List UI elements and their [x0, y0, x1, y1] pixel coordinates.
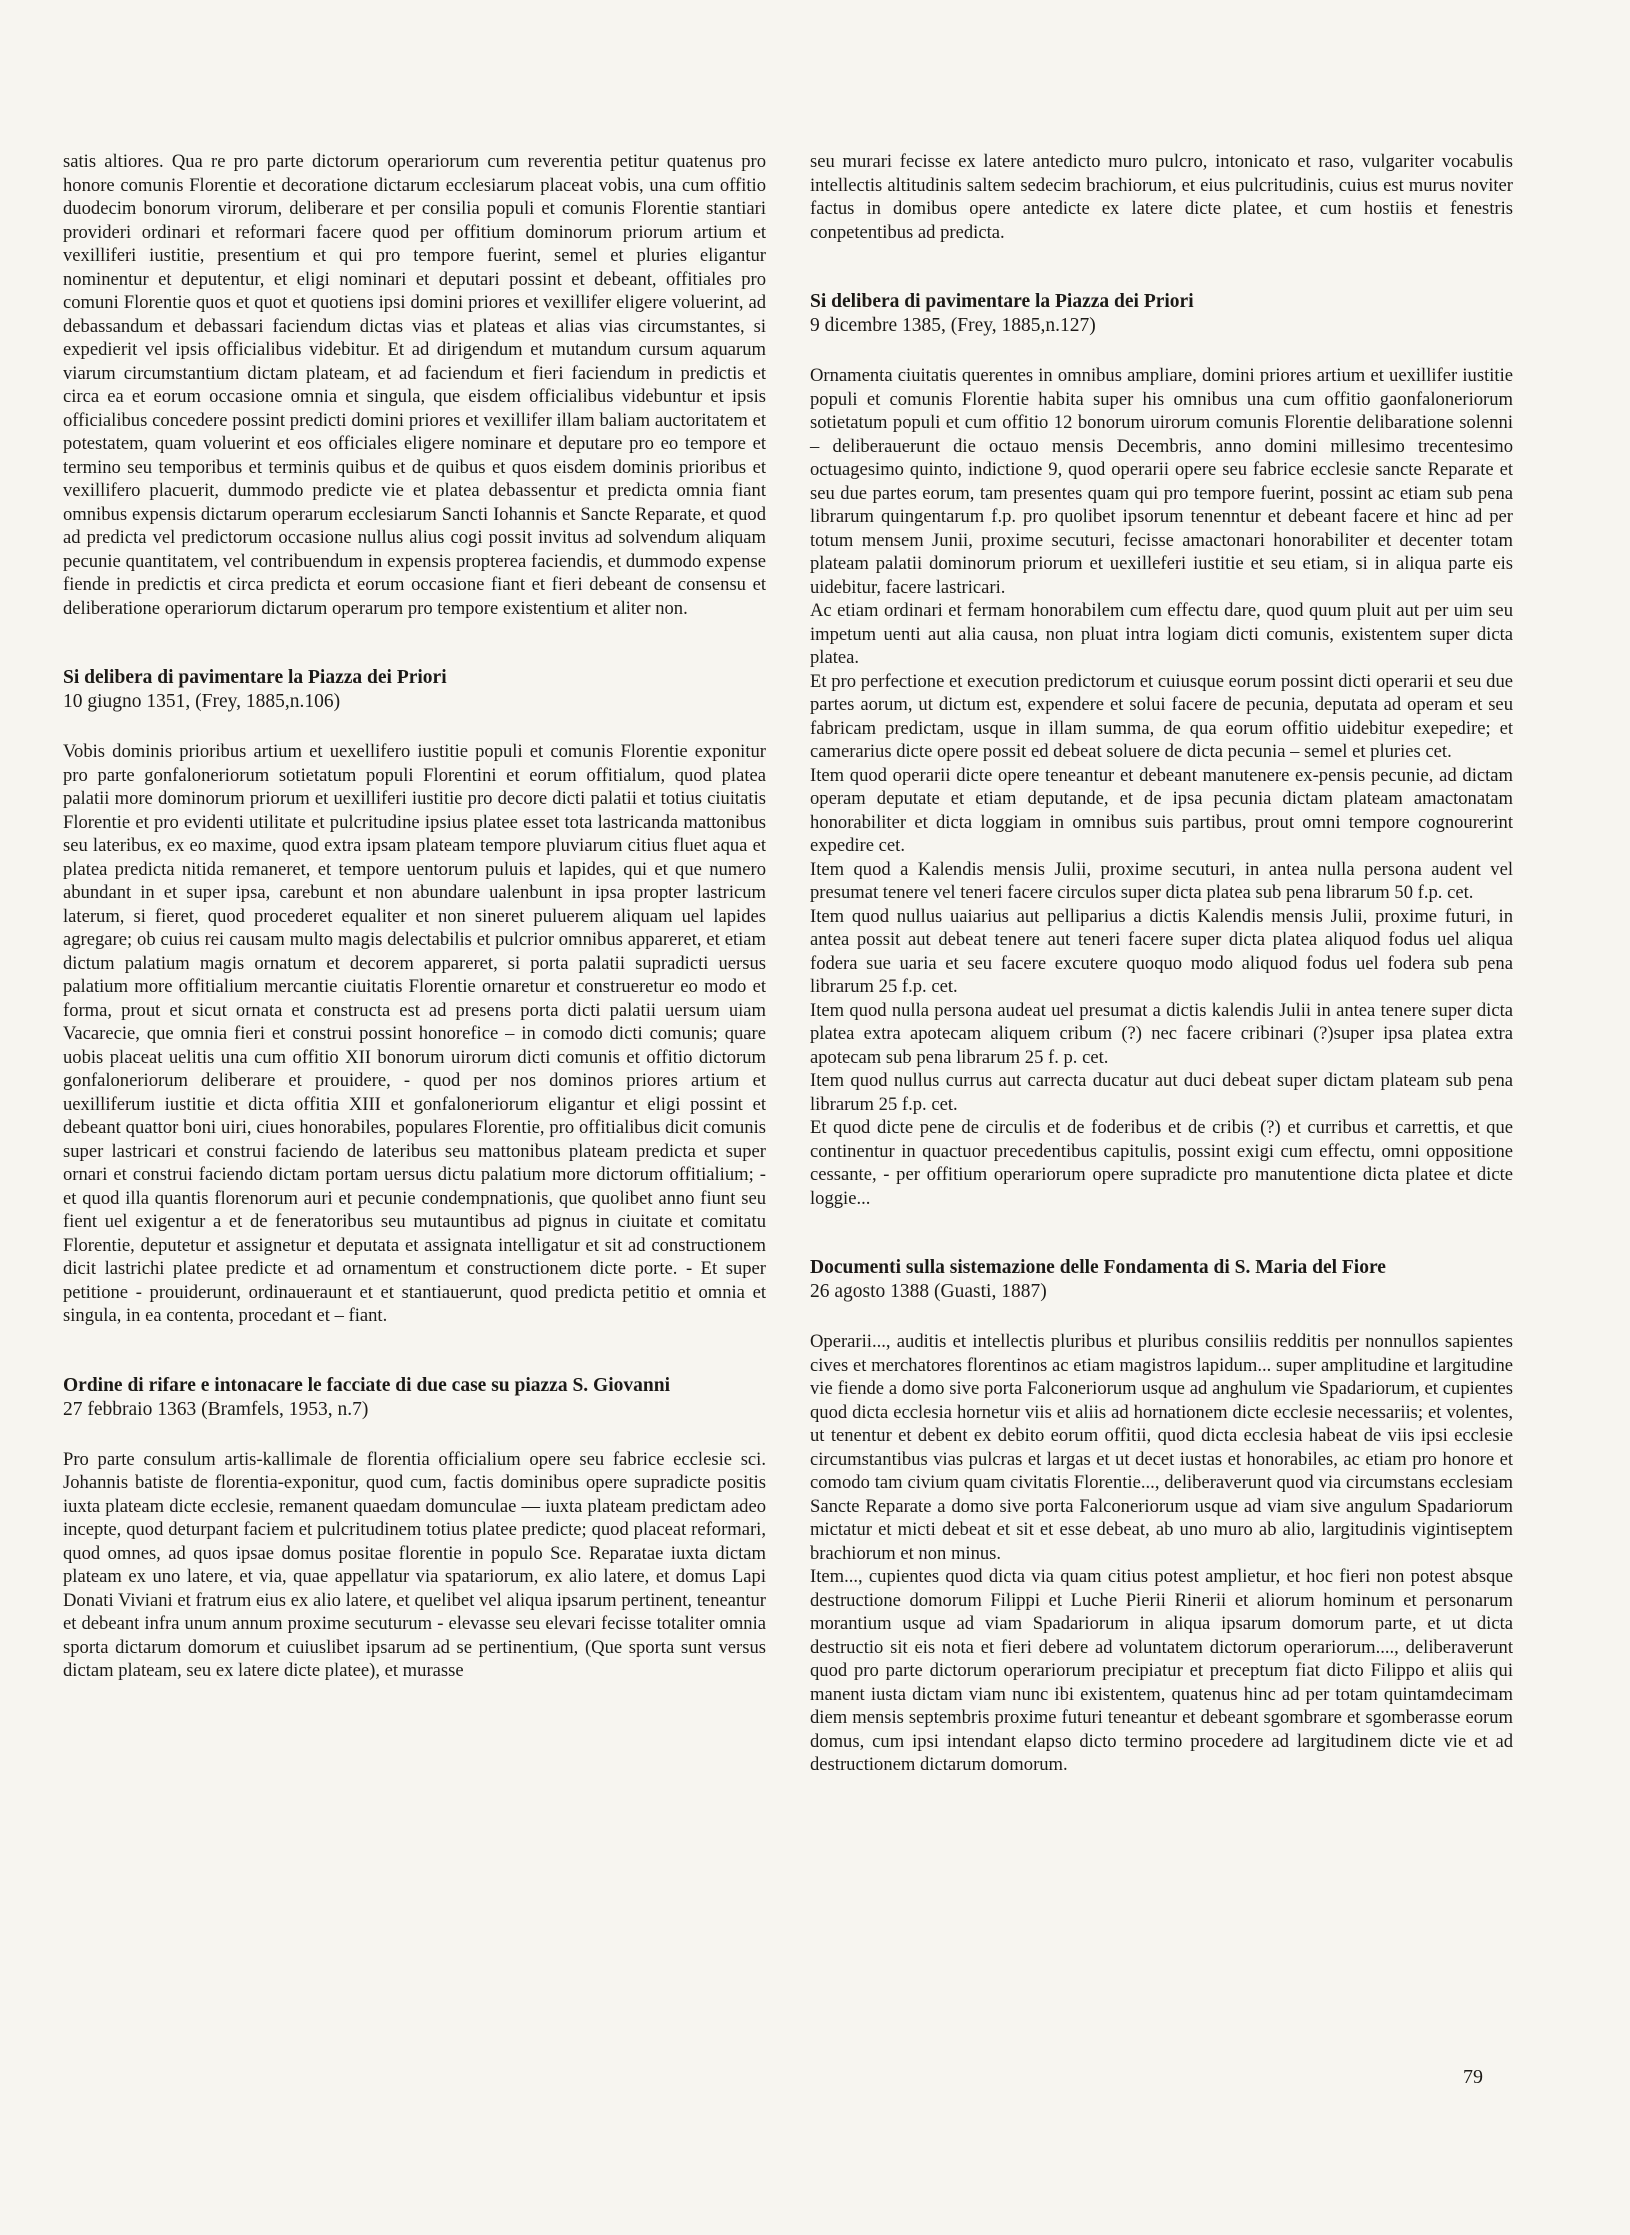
right-column — [810, 150, 1513, 1777]
page-number: 79 — [1463, 2066, 1483, 2088]
left-column — [63, 150, 766, 1683]
section-facciate-1363 — [63, 1374, 766, 1683]
section-paragraph: Item quod nullus currus aut carrecta ducatur aut duci debeat super dictam plateam sub pena librarum 25 f.p. cet. — [810, 1070, 1513, 1115]
section-heading — [810, 1256, 1513, 1304]
section-heading — [810, 290, 1513, 338]
section-date: 10 giugno 1351, (Frey, 1885,n.106) — [63, 691, 341, 712]
section-title: Si delibera di pavimentare la Piazza dei Priori — [63, 667, 447, 688]
section-paragraph: Item..., cupientes quod dicta via quam citius potest amplietur, et hoc fieri non potest absque destructione domorum Filippi et Luche Pierii Rinerii et aliorum hominum et personarum morantium usque ad viam Spadariorum in aliqua ipsarum domorum parte, et ut dicta destructio sit eis nota et fieri debere ad voluntatem dictorum operariorum...., deliberaverunt quod pro parte dictorum operariorum precipiatur et preceptum fiat dicto Filippo et aliis qui manent iusta dictam viam nunc ibi existentem, quatenus hinc ad per totam quintamdecimam diem mensis septembris proxime futuri teneantur et debeant sgombrare et sgomberasse eorum domus, cum ipsi intendant elapso dicto termino procedere ad largitudinem dicte vie et ad destructionem dictarum domorum. — [810, 1566, 1513, 1775]
section-paragraph: Pro parte consulum artis-kallimale de florentia officialium opere seu fabrice ecclesie sci. Johannis batiste de florentia-exponitur, quod cum, factis dominibus opere supradicte positis iuxta plateam dicte ecclesie, remanent quaedam domunculae — iuxta plateam predictam adeo incepte, quod deturpant faciem et pulcritudinem totius platee predicte; quod placeat reformari, quod omnes, ad quos ipsae domus positae florentie in populo Sce. Reparatae iuxta dictam plateam ex uno latere, et via, quae appellatur via spatariorum, ex alio latere, et domus Lapi Donati Viviani et fratrum eius ex alio latere, et quelibet vel aliqua ipsarum pertinent, teneantur et debeant infra unum annum proxime secuturum - elevasse seu elevari fecisse totaliter omnia sporta dictarum domorum et cuiuslibet ipsarum ad se pertinentium, (Que sporta sunt versus dictam plateam, seu ex latere dicte platee), et murasse — [63, 1448, 766, 1681]
section-title: Si delibera di pavimentare la Piazza dei Priori — [810, 291, 1194, 312]
section-heading — [63, 666, 766, 714]
section-paragraph: Item quod operarii dicte opere teneantur et debeant manutenere ex-pensis pecunie, ad dictam operam deputate et etiam deputande, et de ipsa pecunia dictam plateam amactonatam honorabiliter et dicta loggiam in omnibus suis partibus, prout omni tempore cognourerint expedire cet. — [810, 764, 1513, 856]
section-paragraph: Item quod a Kalendis mensis Julii, proxime secuturi, in antea nulla persona audent vel presumat tenere vel teneri facere circulos super dicta platea sub pena librarum 50 f.p. cet. — [810, 858, 1513, 903]
section-date: 26 agosto 1388 (Guasti, 1887) — [810, 1281, 1047, 1302]
right-intro-paragraph: seu murari fecisse ex latere antedicto muro pulcro, intonicato et raso, vulgariter vocabulis intellectis altitudinis saltem sedecim brachiorum, et eius pulcritudinis, cuius est murus noviter factus in domibus opere antedicte ex latere dicte platee, et cum hostiis et fenestris conpetentibus ad predicta. — [810, 151, 1513, 243]
section-paragraph: Item quod nullus uaiarius aut pelliparius a dictis Kalendis mensis Julii, proxime futuri, in antea possit aut debeat tenere aut teneri facere super dicta platea aliquod fodus uel aliqua fodera sue uaria et seu facere excutere quoquo modo aliquod fodus uel fodera sub pena librarum 25 f.p. cet. — [810, 905, 1513, 997]
section-paragraph: Ornamenta ciuitatis querentes in omnibus ampliare, domini priores artium et uexillifer iustitie populi et comunis Florentie habita super his omnibus una cum offitio gaonfaloneriorum sotietatum populi et cum offitio 12 bonorum uirorum comunis Florentie delibaratione solenni – deliberauerunt die octauo mensis Decembris, anno domini millesimo trecentesimo octuagesimo quinto, indictione 9, quod operarii opere seu fabrice ecclesie sancte Reparate et seu due partes eorum, tam presentes quam qui pro tempore fuerint, possint ac etiam sub pena librarum quingentarum f.p. pro quolibet ipsorum tenenntur et debeant facere et hinc ad per totum mensem Junii, proxime secuturi, fecisse amactonari honorabiliter et decenter totam plateam palatii dominorum priorum et uexilleferi iustitie et seu etiam, si in aliqua parte eis uidebitur, facere lastricari. — [810, 365, 1513, 598]
section-paragraph: Vobis dominis prioribus artium et uexellifero iustitie populi et comunis Florentie exponitur pro parte gonfaloneriorum sotietatum populi Florentini et eorum offitialum, quod platea palatii more dominorum priorum et uexilliferi iustitie pro decore dicti palatii et totius ciuitatis Florentie et pro evidenti utilitate et pulcritudine ipsius platee esset tota lastricanda mattonibus seu lateribus, ex eo maxime, quod extra ipsam plateam tempore pluviarum citius fluet aqua et platea predicta nitida remaneret, et tempore uentorum puluis et lapides, qui et que numero abundant in et super ipsa, carebunt et non abundare ualenbunt in ipsa propter lastricum laterum, si fieret, quod procederet equaliter et non sineret puluerem aliquam uel lapides agregare; ob cuius rei causam multo magis delectabilis et pulcrior omnibus appareret, et etiam dictum palatium magis ornatum et decorem appareret, si porta palatii supradicti uersus palatium more offitialium mercantie ciuitatis Florentie ornaretur et construeretur eo modo et forma, prout et sicut ornata et constructa est ad presens porta dicti palatii uersum uiam Vacarecie, que omnia fieri et construi possint honorefice – in comodo dicti comunis; quare uobis placeat uelitis una cum offitio XII bonorum uirorum dicti comunis et offitio dictorum gonfaloneriorum deliberare et prouidere, - quod per nos dominos priores artium et uexilliferum iustitie et dicta offitia XIII et gonfaloneriorum eligantur et eligi possint et debeant quattor boni uiri, ciues honorabiles, populares Florentie, pro offitialibus dicit comunis super lastricari et construi faciendo de lateribus seu mattonibus plateam predicta et super ornari et construi faciendo dictam portam uersus dictu palatium more dictorum offitialium; - et quod illa quantis florenorum auri et pecunie condempnationis, que quolibet anno fiunt seu fient uel exigentur a et de feneratoribus seu mutauntibus ad pignus in ciuitate et comitatu Florentie, deputetur et assignetur et deputata et assignata intelligatur et sit ad constructionem dicit lastrichi platee predicte et ad ornamentum et constructionem dicte porte. - Et super petitione - prouiderunt, ordinaueraunt et et stantiauerunt, quod predicta petitio et omnia et singula, in ea contenta, procedant et – fiant. — [63, 741, 766, 1326]
section-fondamenta-1388 — [810, 1256, 1513, 1777]
left-intro-paragraph: satis altiores. Qua re pro parte dictorum operariorum cum reverentia petitur quatenus pro honore comunis Florentie et decoratione dictarum ecclesiarum placeat vobis, una cum offitio duodecim bonorum virorum, deliberare et per consilia populi et comunis Florentie stantiari provideri ordinari et reformari facere quod per offitium dominorum priorum artium et vexilliferi iustitie, presentium et qui pro tempore fuerint, semel et pluries eligantur nominentur et deputentur, et eligi nominari et deputari possint et debeant, offitiales pro comuni Florentie quos et quot et quotiens ipsi domini priores et vexillifer eligere voluerint, ad debassandum et debassari faciendum dictas vias et plateas et alias vias circumstantes, si expedierit vel ipsis officialibus videbitur. Et ad dirigendum et mutandum cursum aquarum viarum circumstantium dictam plateam, et ad faciendum et fieri faciendum in predictis et circa ea et eorum occasione omnia et singula, que eisdem officialibus videbuntur et ipsis officialibus concedere possint predicti domini priores et vexillifer illam baliam auctoritatem et potestatem, quam voluerint et eos officiales eligere nominare et deputare pro eo tempore et termino seu temporibus et terminis quibus et de quibus et quos eisdem dominis prioribus et vexillifero placuerit, dummodo predicte vie et platea debassentur et predicta omnia fiant omnibus expensis dictarum operarum ecclesiarum Sancti Iohannis et Sancte Reparate, et quod ad predicta vel predictorum occasione nullus alius cogi possit invitus ad solvendum aliquam pecunie quantitatem, vel contribuendum in expensis propterea faciendis, et dummodo expense fiende in predictis et circa predicta et eorum occasione fiant et fieri debeant de consensu et deliberatione operariorum dictarum operarum pro tempore existentium et aliter non. — [63, 151, 766, 619]
section-paragraph: Et pro perfectione et execution predictorum et cuiusque eorum possint dicti operarii et seu due partes aorum, ut dictum est, expendere et solui facere de pecunia, deputata ad operam et seu fabricam predictam, usque in illam summa, de qua eorum offitio uidebitur exepedire; et camerarius dicte opere possit ed debeat soluere de dicta pecunia – semel et pluries cet. — [810, 670, 1513, 762]
section-paragraph: Item quod nulla persona audeat uel presumat a dictis kalendis Julii in antea tenere super dicta platea extra apotecam aliquem cribum (?) nec facere cribinari (?)super ipsa platea extra apotecam sub pena librarum 25 f. p. cet. — [810, 999, 1513, 1068]
section-pavimentare-1385 — [810, 290, 1513, 1210]
section-date: 9 dicembre 1385, (Frey, 1885,n.127) — [810, 315, 1096, 336]
section-title: Ordine di rifare e intonacare le facciate di due case su piazza S. Giovanni — [63, 1374, 670, 1396]
section-paragraph: Et quod dicte pene de circulis et de foderibus et de cribis (?) et curribus et carrettis, et que continentur in quactuor precedentibus capitulis, possint exigi cum effectu, omni oppositione cessante, - per offitium operariorum opere supradicte pro manutentione dicta platee et dicte loggie... — [810, 1117, 1513, 1209]
section-pavimentare-1351 — [63, 666, 766, 1328]
section-heading — [63, 1374, 766, 1422]
section-paragraph: Ac etiam ordinari et fermam honorabilem cum effectu dare, quod quum pluit aut per uim seu impetum uenti aut alia causa, non pluat intra logiam dicti comunis, existentem super dicta platea. — [810, 600, 1513, 668]
section-title: Documenti sulla sistemazione delle Fondamenta di S. Maria del Fiore — [810, 1257, 1386, 1278]
section-date: 27 febbraio 1363 (Bramfels, 1953, n.7) — [63, 1398, 369, 1420]
section-paragraph: Operarii..., auditis et intellectis pluribus et pluribus consiliis redditis per nonnullos sapientes cives et merchatores florentinos ac etiam magistros lapidum... super amplitudine et largitudine vie fiende a domo sive porta Falconeriorum usque ad anghulum vie Spadariorum, et cupientes quod dicta ecclesia hornetur viis et aliis ad hornationem dicte ecclesie necessariis; et volentes, ut tenentur et debent ex debito eorum offitii, quod dicta ecclesia habeat de viis ipsi ecclesie circumstantibus vias pulcras et largas et ut decet iustas et honorabiles, ac etiam pro honore et comodo tam civium quam civitatis Florentie..., deliberaverunt quod via circumstans ecclesiam Sancte Reparate a domo sive porta Falconeriorum usque ad viam sive angulum Spadariorum mictatur et micti debeat et sit et esse debeat, ab uno muro ab alio, largitudinis vigintiseptem brachiorum et non minus. — [810, 1331, 1513, 1564]
